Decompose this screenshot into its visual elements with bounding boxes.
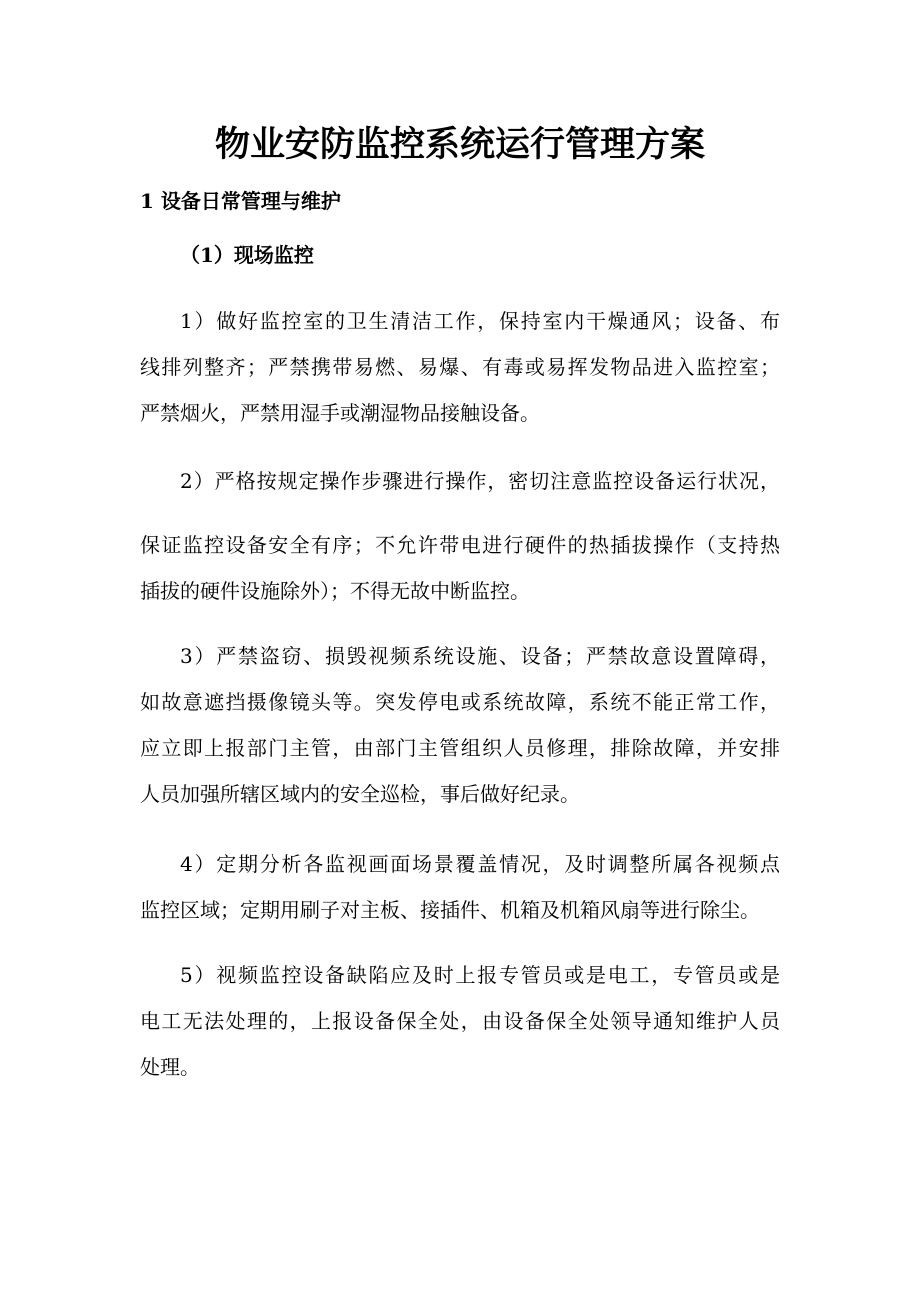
paragraph-5 (140, 952, 780, 1090)
paragraph-3 (140, 633, 780, 817)
paragraph-line: 5）视频监控设备缺陷应及时上报专管员或是电工，专管员或是 (180, 963, 780, 987)
document-title: 物业安防监控系统运行管理方案 (214, 124, 705, 165)
paragraph-2 (140, 458, 780, 614)
paragraph-line: 1）做好监控室的卫生清洁工作，保持室内干燥通风；设备、布 (180, 309, 780, 333)
section-heading: 1 设备日常管理与维护 (140, 189, 341, 213)
paragraph-line: 3）严禁盗窃、损毁视频系统设施、设备；严禁故意设置障碍， (180, 644, 780, 668)
paragraph-line: 人员加强所辖区域内的安全巡检，事后做好纪录。 (140, 782, 580, 806)
paragraph-line: 应立即上报部门主管，由部门主管组织人员修理，排除故障，并安排 (140, 736, 780, 760)
subsection-heading: （1）现场监控 (180, 243, 314, 267)
paragraph-line: 严禁烟火，严禁用湿手或潮湿物品接触设备。 (140, 401, 540, 425)
paragraph-line: 如故意遮挡摄像镜头等。突发停电或系统故障，系统不能正常工作， (140, 690, 780, 714)
paragraph-line: 线排列整齐；严禁携带易燃、易爆、有毒或易挥发物品进入监控室； (140, 355, 780, 379)
paragraph-line: 电工无法处理的，上报设备保全处，由设备保全处领导通知维护人员 (140, 1009, 780, 1033)
paragraph-line: 处理。 (140, 1055, 200, 1079)
paragraph-line: 2）严格按规定操作步骤进行操作，密切注意监控设备运行状况， (180, 469, 780, 493)
paragraph-4 (140, 841, 780, 933)
paragraph-1 (140, 298, 780, 436)
paragraph-line: 保证监控设备安全有序；不允许带电进行硬件的热插拔操作（支持热 (140, 533, 780, 557)
paragraph-line: 插拔的硬件设施除外）；不得无故中断监控。 (140, 579, 530, 603)
paragraph-line: 4）定期分析各监视画面场景覆盖情况，及时调整所属各视频点 (180, 852, 780, 876)
paragraph-line: 监控区域；定期用刷子对主板、接插件、机箱及机箱风扇等进行除尘。 (140, 898, 760, 922)
